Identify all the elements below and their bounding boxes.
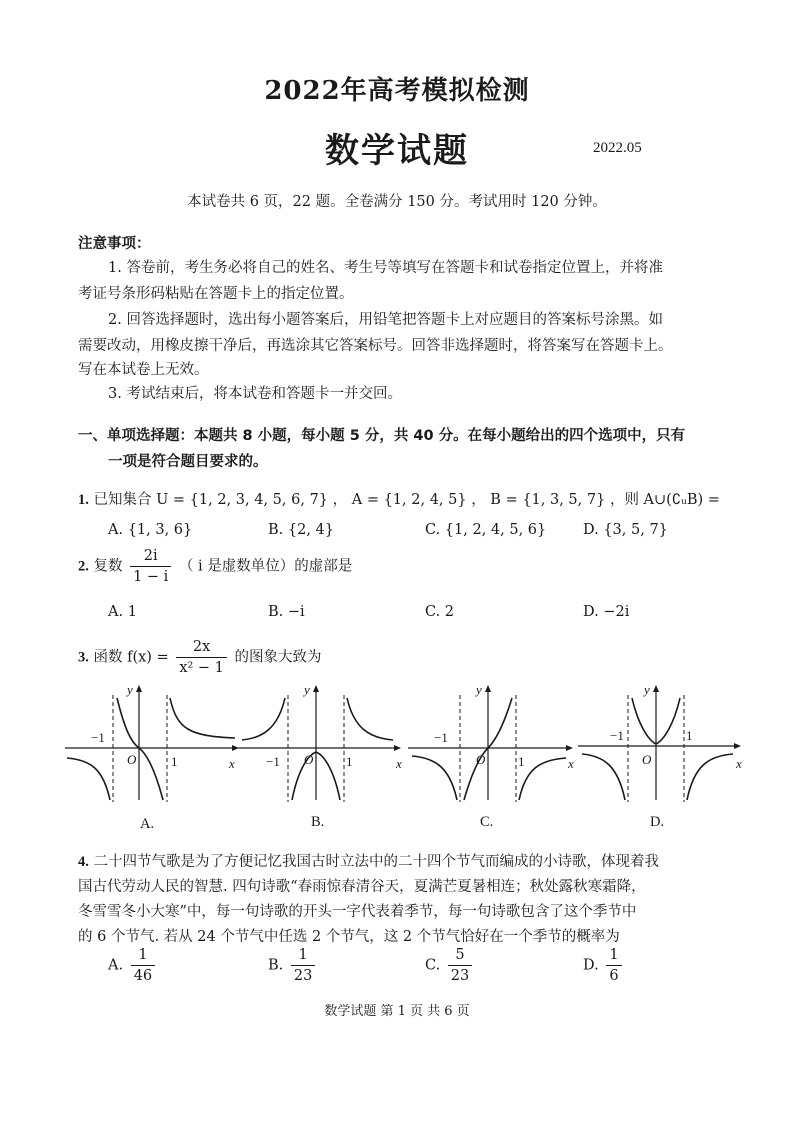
question-1	[78, 488, 720, 509]
q4-option-d-fraction	[606, 945, 621, 986]
question-3-pre: 函数 f(x) =	[93, 649, 169, 666]
graph-a-y-label: y	[127, 682, 133, 697]
q4-option-b	[268, 945, 318, 986]
q4-option-a	[108, 945, 158, 986]
question-4-number: 4.	[78, 854, 89, 870]
q4-option-a-numerator: 1	[131, 945, 155, 966]
graph-b-x-arrow-icon	[394, 745, 401, 751]
notice-item-1-line-2: 考证号条形码粘贴在答题卡上的指定位置。	[78, 286, 354, 302]
graph-d-curve-left	[582, 754, 625, 800]
section-1-heading-line-2: 一项是符合题目要求的。	[108, 454, 268, 470]
q4-option-c	[425, 945, 475, 986]
question-4-line-4: 的 6 个节气. 若从 24 个节气中任选 2 个节气，这 2 个节气恰好在一个季节的概率为	[78, 929, 620, 945]
graph-c-y-label: y	[476, 682, 482, 697]
question-3-post: 的图象大致为	[234, 649, 322, 666]
graph-a-origin-label: O	[127, 752, 137, 767]
q4-option-d	[583, 945, 625, 986]
graph-c-neg-one-label: −1	[434, 730, 448, 745]
q2-option-b: B. −i	[268, 604, 305, 620]
exam-title: 2022年高考模拟检测	[264, 76, 530, 106]
q4-option-a-fraction	[131, 945, 155, 986]
graph-c-curve-right	[519, 758, 566, 800]
graph-b-one-label: 1	[346, 754, 353, 769]
graph-b-neg-one-label: −1	[266, 754, 280, 769]
subject-title: 数学试题	[325, 131, 469, 171]
notice-item-2-line-3: 写在本试卷上无效。	[78, 362, 209, 378]
q2-option-d: D. −2i	[583, 604, 630, 620]
graph-b-x-label: x	[396, 756, 402, 771]
graph-a-y-arrow-icon	[136, 685, 142, 692]
graph-d-one-label: 1	[686, 728, 693, 743]
graph-d-y-arrow-icon	[653, 685, 659, 692]
graph-d-curve-right	[687, 754, 733, 800]
q4-option-b-denominator: 23	[293, 968, 313, 984]
question-2-frac-denominator: 1 − i	[133, 569, 169, 585]
graph-b-label: B.	[311, 814, 325, 830]
graph-a-neg-one-label: −1	[91, 730, 105, 745]
q1-option-a: A. {1, 3, 6}	[108, 522, 193, 538]
graph-a-curve-middle	[117, 698, 163, 800]
q4-option-a-label: A.	[108, 957, 124, 974]
graph-a-x-label: x	[229, 756, 235, 771]
question-2-post: （ i 是虚数单位）的虚部是	[178, 558, 353, 575]
graph-d-origin-label: O	[642, 752, 652, 767]
graph-b-origin-label: O	[304, 752, 314, 767]
question-4-text-line-1: 二十四节气歌是为了方便记忆我国古时立法中的二十四个节气而编成的小诗歌，体现着我	[93, 854, 659, 870]
question-2-fraction	[130, 546, 171, 587]
graph-d-neg-one-label: −1	[610, 728, 624, 743]
graph-d	[578, 680, 758, 805]
graph-d-x-arrow-icon	[734, 743, 741, 749]
q2-option-a: A. 1	[108, 604, 137, 620]
q1-option-d: D. {3, 5, 7}	[583, 522, 668, 538]
q1-option-b: B. {2, 4}	[268, 522, 334, 538]
question-4-line-3: 冬雪雪冬小大寒”中，每一句诗歌的开头一字代表着季节，每一句诗歌包含了这个季节中	[78, 904, 637, 920]
question-3-frac-numerator: 2x	[176, 637, 227, 658]
q4-option-d-numerator: 1	[606, 945, 621, 966]
graph-c-x-label: x	[568, 756, 574, 771]
graph-b-curve-left	[242, 698, 285, 740]
notice-item-2-line-2: 需要改动，用橡皮擦干净后，再选涂其它答案标号。回答非选择题时，将答案写在答题卡上。	[78, 338, 673, 354]
question-2-pre: 复数	[93, 558, 123, 575]
q4-option-b-numerator: 1	[291, 945, 315, 966]
question-1-number: 1.	[78, 492, 89, 508]
q4-option-d-label: D.	[583, 957, 599, 974]
question-2-frac-numerator: 2i	[130, 546, 171, 567]
graph-c-y-arrow-icon	[485, 685, 491, 692]
graph-d-y-label: y	[644, 682, 650, 697]
graph-c-label: C.	[480, 814, 494, 830]
notice-item-2-line-1: 2. 回答选择题时，选出每小题答案后，用铅笔把答题卡上对应题目的答案标号涂黑。如	[108, 312, 663, 328]
q4-option-c-label: C.	[425, 957, 441, 974]
graph-d-label: D.	[650, 814, 665, 830]
q4-option-c-denominator: 23	[450, 968, 470, 984]
q4-option-a-denominator: 46	[133, 968, 153, 984]
question-2	[78, 546, 352, 587]
notice-item-1-line-1: 1. 答卷前，考生务必将自己的姓名、考生号等填写在答题卡和试卷指定位置上，并将准	[108, 260, 663, 276]
question-4-line-2: 国古代劳动人民的智慧. 四句诗歌“春雨惊春清谷天，夏满芒夏暑相连；秋处露秋寒霜降，	[78, 879, 646, 895]
graph-c-curve-left	[412, 756, 457, 800]
question-4-line-1	[78, 850, 659, 871]
question-3-frac-denominator: x² − 1	[179, 660, 224, 676]
q2-option-c: C. 2	[425, 604, 455, 620]
graph-b-y-arrow-icon	[313, 685, 319, 692]
q4-option-b-label: B.	[268, 957, 284, 974]
question-2-number: 2.	[78, 558, 89, 575]
page-footer: 数学试题 第 1 页 共 6 页	[324, 1004, 470, 1019]
question-1-stem: 已知集合 U = {1, 2, 3, 4, 5, 6, 7} ， A = {1, 2, 4, 5} ， B = {1, 3, 5, 7} ，则 A∪(∁ᵤB) =	[93, 492, 720, 508]
q4-option-c-numerator: 5	[448, 945, 472, 966]
graph-d-x-label: x	[736, 756, 742, 771]
notice-item-3: 3. 考试结束后，将本试卷和答题卡一并交回。	[108, 386, 402, 402]
question-3-fraction	[176, 637, 227, 678]
q4-option-d-denominator: 6	[609, 968, 619, 984]
graph-c-x-arrow-icon	[566, 745, 573, 751]
graph-c-origin-label: O	[476, 752, 486, 767]
exam-info: 本试卷共 6 页，22 题。全卷满分 150 分。考试用时 120 分钟。	[187, 194, 607, 210]
graph-a-one-label: 1	[171, 754, 178, 769]
q1-option-c: C. {1, 2, 4, 5, 6}	[425, 522, 547, 538]
graph-b-y-label: y	[304, 682, 310, 697]
q4-option-c-fraction	[448, 945, 472, 986]
graph-a-curve-left	[67, 758, 110, 800]
question-3	[78, 637, 322, 678]
q4-option-b-fraction	[291, 945, 315, 986]
question-3-number: 3.	[78, 649, 89, 666]
notice-heading: 注意事项：	[78, 236, 151, 252]
graph-b-curve-right	[347, 698, 393, 740]
graph-c	[408, 680, 588, 805]
graph-a-curve-right	[170, 698, 235, 738]
graph-a-label: A.	[140, 816, 155, 832]
exam-date: 2022.05	[593, 140, 642, 156]
section-1-heading-line-1: 一、单项选择题：本题共 8 小题，每小题 5 分，共 40 分。在每小题给出的四个选项中，只有	[78, 428, 686, 444]
graph-c-one-label: 1	[518, 754, 525, 769]
graph-b	[238, 680, 418, 805]
graph-a	[65, 680, 245, 805]
